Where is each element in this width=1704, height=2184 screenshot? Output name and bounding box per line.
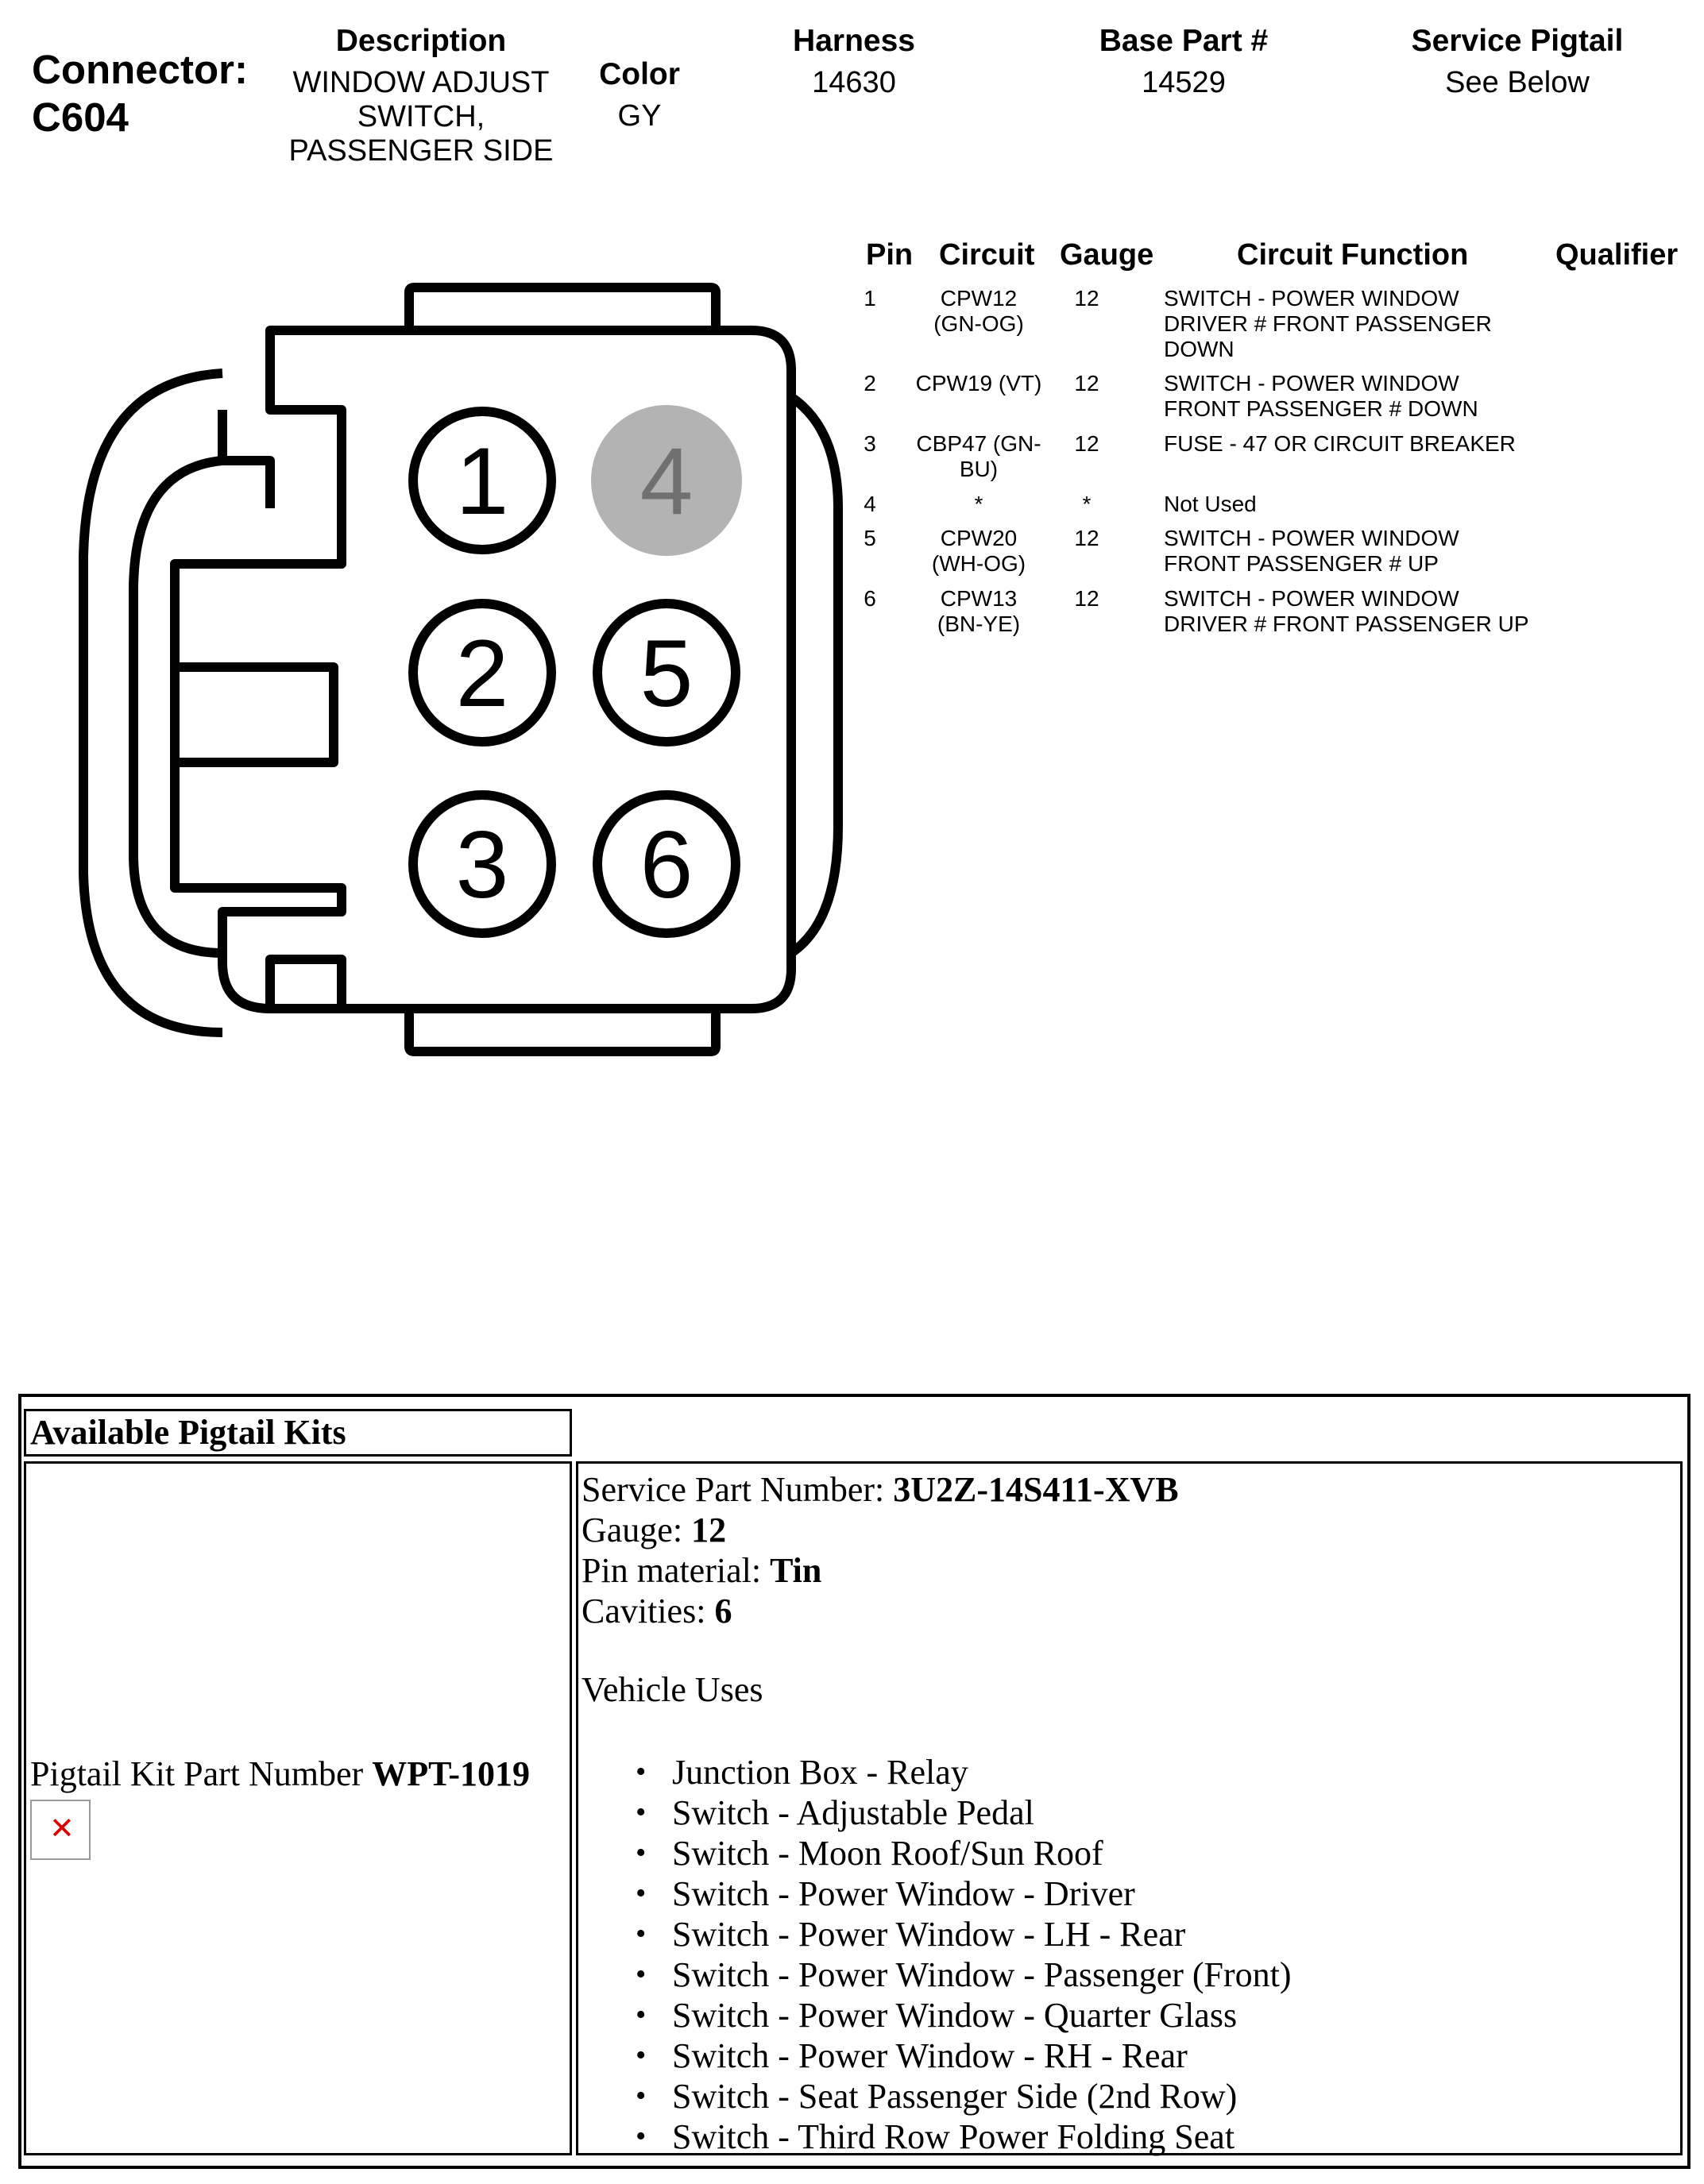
gauge-cell: 12 — [1074, 286, 1099, 311]
base-part-column — [1065, 24, 1303, 100]
function-line-1: Not Used — [1164, 492, 1257, 516]
pin-label: 3 — [455, 812, 509, 918]
pin-number: 4 — [864, 492, 876, 516]
color-column — [580, 57, 699, 133]
kit-part-value: WPT-1019 — [372, 1754, 531, 1793]
function-cell — [1164, 371, 1545, 422]
vehicle-use-item: • Switch - Power Window - LH - Rear — [636, 1914, 1292, 1954]
service-part-line — [582, 1469, 1179, 1510]
function-cell — [1164, 526, 1545, 577]
qualifier-column-header: Qualifier — [1555, 238, 1679, 272]
circuit-line-2: BU) — [959, 457, 999, 481]
circuit-line-2: (WH-OG) — [931, 551, 1026, 576]
pin-number: 6 — [864, 586, 876, 611]
kit-part-label: Pigtail Kit Part Number — [30, 1754, 373, 1793]
circuit-line-1: CPW13 — [940, 586, 1018, 611]
connector-pins — [413, 405, 742, 933]
circuit-line-1: CPW12 — [940, 286, 1018, 311]
description-column — [270, 24, 572, 168]
connector-label — [32, 46, 248, 141]
gauge-column-header: Gauge — [1060, 238, 1154, 272]
gauge-cell: * — [1082, 492, 1092, 516]
vehicle-use-item: • Switch - Adjustable Pedal — [636, 1792, 1292, 1833]
pigtail-kit-cell — [24, 1461, 572, 2155]
connector-id: C604 — [32, 95, 129, 140]
gauge-cell: 12 — [1074, 371, 1099, 396]
vehicle-use-item: • Switch - Power Window - Driver — [636, 1873, 1292, 1914]
pin-label: 4 — [639, 428, 694, 534]
broken-image-icon — [30, 1800, 91, 1860]
vehicle-uses-title: Vehicle Uses — [582, 1670, 763, 1709]
function-line-3: DOWN — [1164, 337, 1235, 361]
function-cell — [1164, 431, 1545, 457]
gauge-cell: 12 — [1074, 526, 1099, 550]
gauge-value: 12 — [691, 1511, 727, 1549]
circuit-line-1: CPW20 — [940, 526, 1018, 550]
base-part-value: 14529 — [1142, 66, 1226, 99]
function-line-2: FRONT PASSENGER # UP — [1164, 551, 1439, 576]
function-line-1: SWITCH - POWER WINDOW — [1164, 586, 1459, 611]
function-line-1: SWITCH - POWER WINDOW — [1164, 526, 1459, 550]
pigtail-kit-part-number — [30, 1752, 530, 1796]
cavities-label: Cavities: — [582, 1592, 715, 1630]
description-header: Description — [335, 24, 507, 58]
pin-number: 2 — [864, 371, 876, 396]
circuit-cell — [915, 492, 1042, 517]
harness-header: Harness — [793, 24, 915, 58]
pin-number: 3 — [864, 431, 876, 456]
function-line-2: FRONT PASSENGER # DOWN — [1164, 396, 1478, 421]
vehicle-use-item: • Switch - Power Window - Quarter Glass — [636, 1995, 1292, 2035]
function-line-1: FUSE - 47 OR CIRCUIT BREAKER — [1164, 431, 1516, 456]
gauge-label: Gauge: — [582, 1511, 692, 1549]
circuit-cell — [915, 286, 1042, 337]
pigtail-kits-title: Available Pigtail Kits — [30, 1413, 346, 1452]
service-part-value: 3U2Z-14S411-XVB — [893, 1470, 1179, 1509]
vehicle-use-item: • Switch - Power Window - RH - Rear — [636, 2035, 1292, 2076]
service-pigtail-column — [1382, 24, 1652, 100]
connector-label-text: Connector: — [32, 47, 248, 92]
circuit-line-2: (GN-OG) — [933, 311, 1024, 336]
cavities-value: 6 — [714, 1592, 732, 1630]
circuit-cell — [915, 586, 1042, 637]
circuit-cell — [915, 371, 1042, 396]
vehicle-use-item: • Junction Box - Relay — [636, 1752, 1292, 1792]
function-line-2: DRIVER # FRONT PASSENGER — [1164, 311, 1492, 336]
gauge-cell: 12 — [1074, 586, 1099, 611]
circuit-cell — [915, 431, 1042, 482]
vehicle-use-item: • Switch - Third Row Power Folding Seat — [636, 2116, 1292, 2157]
circuit-line-1: CBP47 (GN- — [916, 431, 1041, 456]
gauge-cell: 12 — [1074, 431, 1099, 456]
pin-label: 2 — [455, 620, 509, 727]
service-part-label: Service Part Number: — [582, 1470, 894, 1509]
service-pigtail-value: See Below — [1445, 66, 1590, 99]
circuit-line-1: CPW19 (VT) — [915, 371, 1042, 396]
pin-material-label: Pin material: — [582, 1551, 771, 1590]
function-cell — [1164, 492, 1545, 517]
function-column-header: Circuit Function — [1237, 238, 1469, 272]
function-line-1: SWITCH - POWER WINDOW — [1164, 286, 1459, 311]
broken-image-x-icon: ✕ — [49, 1811, 75, 1846]
function-cell — [1164, 286, 1545, 362]
circuit-line-1: * — [974, 492, 983, 516]
color-value: GY — [617, 99, 662, 133]
pin-label: 5 — [639, 620, 694, 727]
harness-column — [755, 24, 953, 100]
vehicle-use-item: • Switch - Moon Roof/Sun Roof — [636, 1833, 1292, 1873]
service-pigtail-header: Service Pigtail — [1411, 24, 1624, 58]
pin-label: 1 — [455, 428, 509, 534]
color-header: Color — [599, 57, 680, 91]
pin-material-value: Tin — [770, 1551, 822, 1590]
gauge-line — [582, 1510, 1179, 1550]
pigtail-specs — [582, 1469, 1179, 1631]
pin-column-header: Pin — [866, 238, 914, 272]
pin-label: 6 — [639, 812, 694, 918]
pin-material-line — [582, 1550, 1179, 1591]
cavities-line — [582, 1591, 1179, 1631]
function-line-2: DRIVER # FRONT PASSENGER UP — [1164, 612, 1529, 636]
pin-number: 5 — [864, 526, 876, 550]
connector-face-diagram — [71, 270, 850, 1064]
base-part-header: Base Part # — [1099, 24, 1269, 58]
function-line-1: SWITCH - POWER WINDOW — [1164, 371, 1459, 396]
description-value: WINDOW ADJUST SWITCH, PASSENGER SIDE — [288, 66, 554, 168]
vehicle-uses-list — [636, 1752, 1292, 2157]
pin-number: 1 — [864, 286, 876, 311]
circuit-column-header: Circuit — [939, 238, 1035, 272]
harness-value: 14630 — [812, 66, 896, 99]
vehicle-use-item: • Switch - Power Window - Passenger (Front) — [636, 1954, 1292, 1995]
circuit-line-2: (BN-YE) — [937, 612, 1021, 636]
function-cell — [1164, 586, 1545, 637]
vehicle-use-item: • Switch - Seat Passenger Side (2nd Row) — [636, 2076, 1292, 2116]
circuit-cell — [915, 526, 1042, 577]
